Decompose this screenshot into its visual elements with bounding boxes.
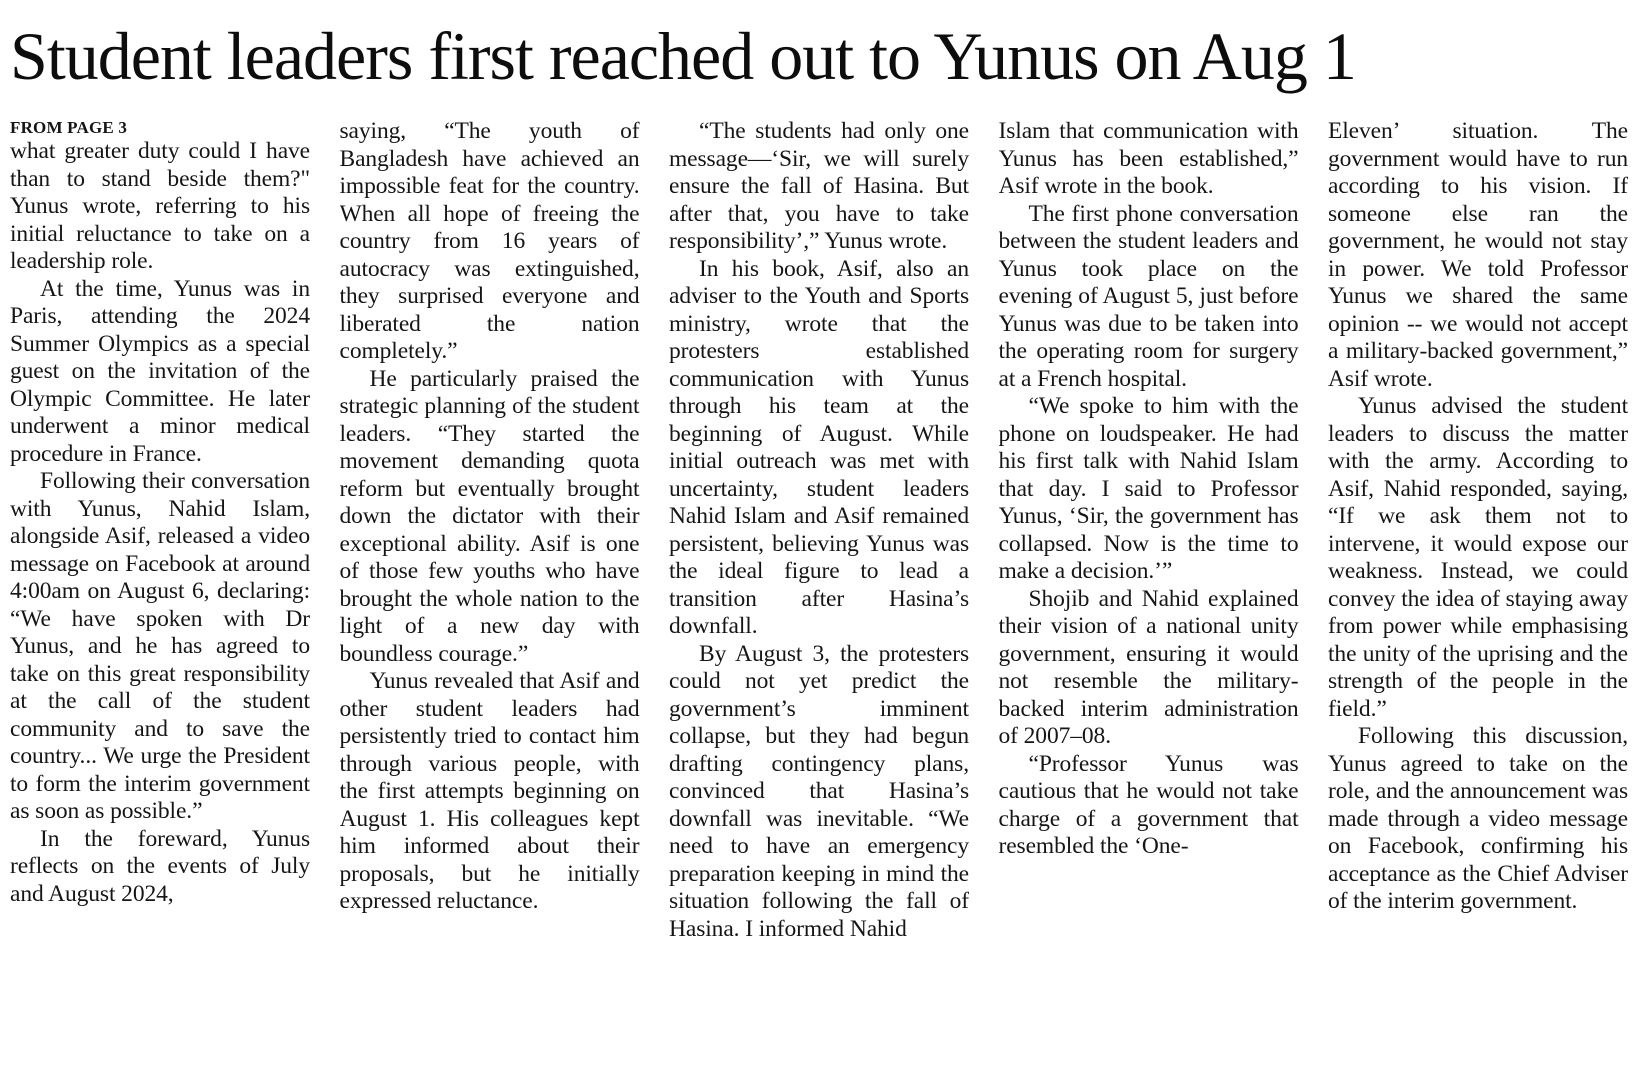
paragraph: “The students had only one message—‘Sir, we will surely ensure the fall of Hasina. But after that, you have to take responsibility’,” Yunus wrote. — [669, 118, 969, 254]
paragraph: The first phone conversation between the student leaders and Yunus took place on the evening of August 5, just before Yunus was due to be taken into the operating room for surgery at a French hospital. — [998, 200, 1299, 392]
paragraph: Eleven’ situation. The government would have to run according to his vision. If someone else ran the government, he would not stay in power. We told Professor Yunus we shared the same opinion -- we would not accept a military-backed government,” Asif wrote. — [1328, 118, 1628, 392]
paragraph: Yunus advised the student leaders to discuss the matter with the army. According to Asif, Nahid responded, saying, “If we ask them not to intervene, it would expose our weakness. Instead, we could convey the idea of staying away from power while emphasising the unity of the uprising and the strength of the people in the field.” — [1328, 393, 1628, 722]
continuation-kicker: FROM PAGE 3 — [10, 118, 128, 137]
paragraph: Islam that communication with Yunus has been established,” Asif wrote in the book. — [998, 118, 1299, 199]
paragraph: saying, “The youth of Bangladesh have achieved an impossible feat for the country. When all hope of freeing the country from 16 years of autocracy was extinguished, they surprised everyone and liberated the nation completely.” — [339, 118, 640, 364]
headline: Student leaders first reached out to Yunus on Aug 1 — [10, 18, 1356, 94]
paragraph: Following their conversation with Yunus, Nahid Islam, alongside Asif, released a video message on Facebook at around 4:00am on August 6, declaring: “We have spoken with Dr Yunus, and he has agreed to take on this great responsibility at the call of the student community and to save the country... We urge the President to form the interim government as soon as possible.” — [10, 468, 310, 824]
paragraph: what greater duty could I have than to stand beside them?" Yunus wrote, referring to his initial reluctance to take on a leadership role. — [10, 138, 310, 274]
paragraph: At the time, Yunus was in Paris, attending the 2024 Summer Olympics as a special guest on the invitation of the Olympic Committee. He later underwent a minor medical procedure in France. — [10, 275, 310, 467]
paragraph: In his book, Asif, also an adviser to the Youth and Sports ministry, wrote that the protesters established communication with Yunus through his team at the beginning of August. While initial outreach was met with uncertainty, student leaders Nahid Islam and Asif remained persistent, believing Yunus was the ideal figure to lead a transition after Hasina’s downfall. — [669, 255, 969, 639]
paragraph: Shojib and Nahid explained their vision of a national unity government, ensuring it would not resemble the military-backed interim administration of 2007–08. — [998, 585, 1299, 749]
paragraph: “We spoke to him with the phone on loudspeaker. He had his first talk with Nahid Islam that day. I said to Professor Yunus, ‘Sir, the government has collapsed. Now is the time to make a decision.’” — [998, 393, 1299, 584]
column-2 — [340, 118, 640, 1063]
paragraph: He particularly praised the strategic planning of the student leaders. “They started the movement demanding quota reform but eventually brought down the dictator with their exceptional ability. Asif is one of those few youths who have brought the whole nation to the light of a new day with boundless courage.” — [339, 365, 640, 667]
article-body — [10, 118, 1628, 1063]
column-3 — [669, 118, 969, 1063]
column-1 — [10, 118, 310, 1063]
paragraph: “Professor Yunus was cautious that he would not take charge of a government that resembled the ‘One- — [998, 750, 1299, 859]
paragraph: Following this discussion, Yunus agreed to take on the role, and the announcement was made through a video message on Facebook, confirming his acceptance as the Chief Adviser of the interim government. — [1328, 723, 1628, 914]
column-4 — [999, 118, 1299, 1063]
paragraph: By August 3, the protesters could not yet predict the government’s imminent collapse, but they had begun drafting contingency plans, convinced that Hasina’s downfall was inevitable. “We need to have an emergency preparation keeping in mind the situation following the fall of Hasina. I informed Nahid — [669, 640, 969, 942]
paragraph: Yunus revealed that Asif and other student leaders had persistently tried to contact him through various people, with the first attempts beginning on August 1. His colleagues kept him informed about their proposals, but he initially expressed reluctance. — [339, 668, 640, 914]
paragraph: In the foreward, Yunus reflects on the events of July and August 2024, — [10, 825, 310, 907]
column-5 — [1328, 118, 1628, 1063]
